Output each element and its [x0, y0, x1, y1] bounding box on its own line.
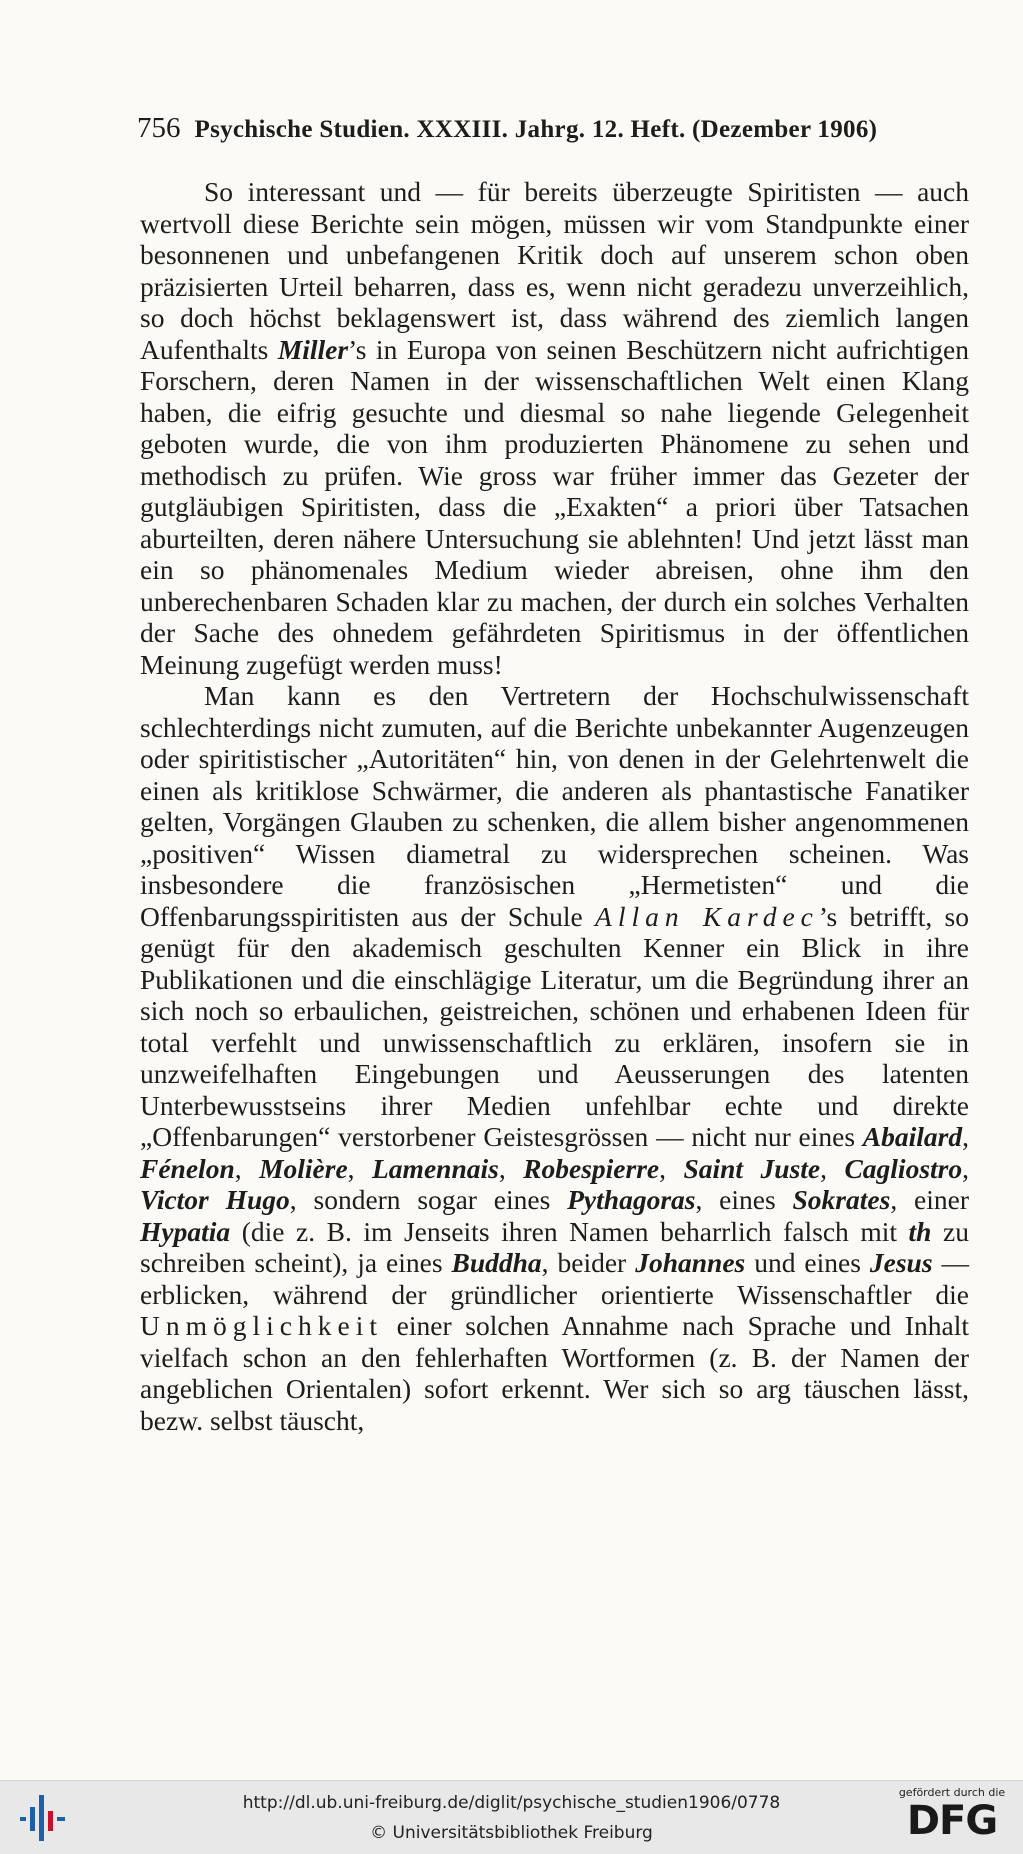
emphasized-name: Jesus: [869, 1247, 933, 1278]
text-run: ,: [962, 1121, 969, 1152]
viewer-footer: [0, 1780, 1023, 1854]
emphasized-name: Unmöglichkeit: [140, 1310, 383, 1341]
copyright-notice: © Universitätsbibliothek Freiburg: [370, 1823, 653, 1843]
text-run: ,: [347, 1152, 372, 1184]
emphasized-name: Fénelon: [140, 1152, 235, 1184]
text-run: ,: [659, 1152, 684, 1184]
paragraph: [140, 680, 969, 1436]
running-head: Psychische Studien. XXXIII. Jahrg. 12. Heft. (Dezember 1906): [194, 116, 878, 143]
text-run: ’s in Europa von seinen Beschützern nicht aufrichtigen Forschern, deren Namen in der wissenschaftlichen Welt einen Klang haben, die eifrig gesuchte und diesmal so nahe liegende Gelegenheit geboten wurde, die von ihm produzierten Phänomene zu sehen und methodisch zu prüfen. Wie gross war früher immer das Gezeter der gutgläubigen Spiritisten, dass die „Exakten“ a priori über Tatsachen aburteilten, deren nähere Untersuchung sie ablehnten! Und jetzt lässt man ein so phänomenales Medium wieder abreisen, ohne ihm den unberechenbaren Schaden klar zu machen, der durch ein solches Verhalten der Sache des ohnedem gefährdeten Spiritismus in der öffentlichen Meinung zugefügt werden muss!: [140, 333, 969, 680]
text-run: , beider: [541, 1247, 636, 1278]
dfg-wordmark: DFG: [906, 1798, 998, 1844]
text-run: ’s betrifft, so genügt für den akademisch geschulten Kenner ein Blick in ihre Publikationen und die einschlägige Literatur, um die Begründung ihrer an sich noch so erbaulichen, geistreichen, schönen und erhabenen Ideen für total verfehlt und unwissenschaftlich zu erklären, insofern sie in unzweifelhaften Eingebungen und Aeusserungen des latenten Unterbewusstseins ihrer Medien unfehlbar echte und direkte „Offenbarungen“ verstorbener Geistesgrössen — nicht nur eines: [140, 900, 969, 1152]
text-run: , eines: [695, 1184, 793, 1215]
emphasized-name: Abailard: [862, 1121, 963, 1152]
emphasized-name: th: [908, 1215, 932, 1247]
emphasized-name: Allan Kardec: [595, 900, 819, 932]
emphasized-name: Johannes: [635, 1247, 746, 1278]
text-run: ,: [962, 1152, 969, 1184]
body-text: [140, 176, 969, 1436]
text-run: (die z. B. im Jenseits ihren Namen beharrlich falsch mit: [230, 1215, 909, 1247]
text-run: — erblicken, während der gründlicher orientierte Wissenschaftler die: [140, 1247, 969, 1310]
text-run: , sondern sogar eines: [289, 1184, 568, 1215]
dfg-caption: gefördert durch die: [898, 1786, 1006, 1799]
text-run: So interessant und — für bereits überzeugte Spiritisten — auch wertvoll diese Berichte sein mögen, müssen wir vom Standpunkte einer besonnenen und unbefangenen Kritik doch auf unserem schon oben präzisierten Urteil beharren, dass es, wenn nicht geradezu unverzeihlich, so doch höchst beklagenswert ist, dass während des ziemlich langen Aufenthalts: [140, 176, 969, 365]
text-run: ,: [820, 1152, 845, 1184]
emphasized-name: Molière: [259, 1152, 348, 1184]
emphasized-name: Hypatia: [140, 1215, 231, 1247]
emphasized-name: Saint Juste: [683, 1152, 821, 1184]
emphasized-name: Robespierre: [523, 1152, 660, 1184]
page-number: 756: [137, 112, 181, 144]
text-run: Man kann es den Vertretern der Hochschulwissenschaft schlechterdings nicht zumuten, auf die Berichte unbekannter Augenzeugen oder spiritistischer „Autoritäten“ hin, von denen in der Gelehrtenwelt die einen als kritiklose Schwärmer, die anderen als phantastische Fanatiker gelten, Vorgängen Glauben zu schenken, die allem bisher angenommenen „positiven“ Wissen diametral zu widersprechen scheinen. Was insbesondere die französischen „Hermetisten“ und die Offenbarungsspiritisten aus der Schule: [140, 680, 969, 932]
emphasized-name: Buddha: [451, 1247, 542, 1278]
emphasized-name: Lamennais: [372, 1152, 499, 1184]
text-run: ,: [234, 1152, 260, 1184]
emphasized-name: Miller: [277, 333, 349, 365]
document-url-link[interactable]: http://dl.ub.uni-freiburg.de/diglit/psychische_studien1906/0778: [242, 1793, 781, 1813]
emphasized-name: Victor Hugo: [140, 1184, 290, 1215]
emphasized-name: Sokrates: [792, 1184, 891, 1215]
text-run: , einer: [890, 1184, 969, 1215]
text-run: ,: [498, 1152, 524, 1184]
paragraph: [140, 176, 969, 680]
emphasized-name: Cagliostro: [844, 1152, 963, 1184]
page-header: [137, 112, 969, 152]
text-run: zu schreiben scheint), ja eines: [140, 1215, 969, 1278]
text-run: und eines: [745, 1247, 870, 1278]
emphasized-name: Pythagoras: [567, 1184, 696, 1215]
dfg-logo: [893, 1787, 1011, 1849]
text-run: einer solchen Annahme nach Sprache und Inhalt vielfach schon an den fehlerhaften Wortformen (z. B. der Namen der angeblichen Orientalen) sofort erkennt. Wer sich so arg täuschen lässt, bezw. selbst täuscht,: [140, 1310, 969, 1436]
